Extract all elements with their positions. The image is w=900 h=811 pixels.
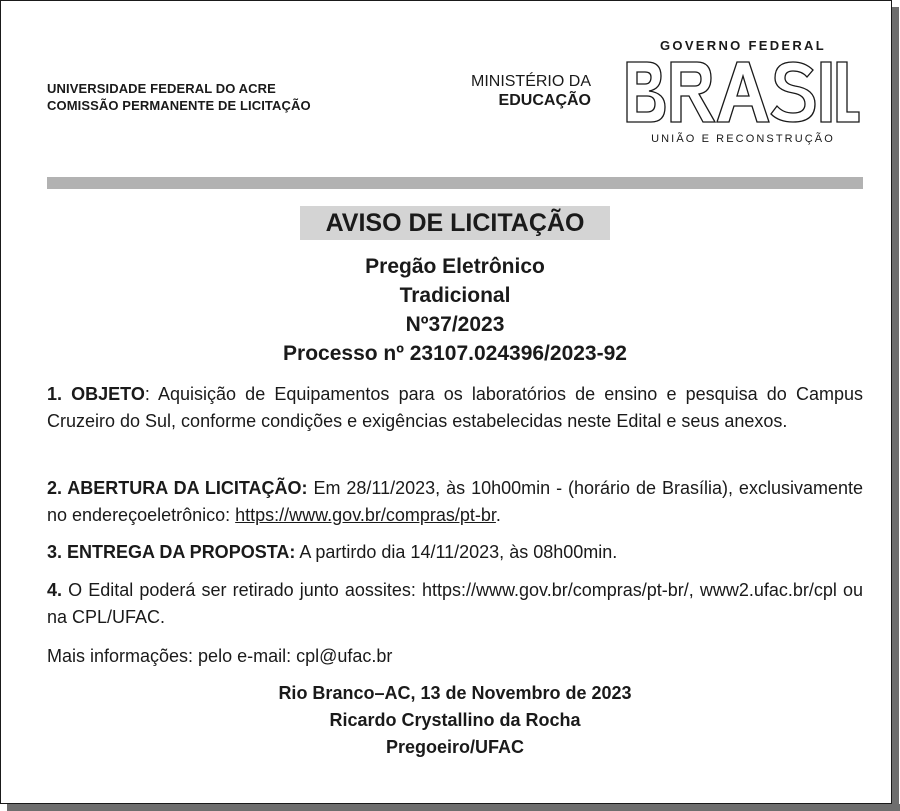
item-text: A partirdo dia 14/11/2023, às 08h00min. xyxy=(295,542,618,562)
item-text-end: . xyxy=(495,505,501,525)
brasil-logo xyxy=(625,60,861,124)
ministry-block xyxy=(453,72,591,110)
item-entrega xyxy=(47,539,863,566)
notice-modality: Pregão Eletrônico xyxy=(365,255,545,278)
slogan: UNIÃO E RECONSTRUÇÃO xyxy=(651,133,835,145)
signature-role: Pregoeiro/UFAC xyxy=(385,737,525,757)
frame-shadow-right xyxy=(892,7,899,811)
item-label: 1. OBJETO xyxy=(47,384,145,404)
institution-name: UNIVERSIDADE FEDERAL DO ACRE xyxy=(47,81,276,96)
signature-place-date: Rio Branco–AC, 13 de Novembro de 2023 xyxy=(278,683,632,703)
item-objeto xyxy=(47,381,863,435)
ministry-label: MINISTÉRIO DA xyxy=(470,73,591,90)
item-label: 4. xyxy=(47,580,63,600)
gov-label: GOVERNO FEDERAL xyxy=(660,38,826,53)
frame-shadow-bottom xyxy=(7,804,900,811)
item-text: O Edital poderá ser retirado junto aossites: https://www.gov.br/compras/pt-br/, www2.ufac.br/cpl ou na CPL/UFAC. xyxy=(47,580,863,627)
compras-link[interactable]: https://www.gov.br/compras/pt-br xyxy=(235,505,496,525)
institution-block xyxy=(47,80,311,114)
ministry-name: EDUCAÇÃO xyxy=(498,92,591,109)
item-text: : Aquisição de Equipamentos para os laboratórios de ensino e pesquisa do Campus Cruzeiro do Sul, conforme condições e exigências estabelecidas neste Edital e seus anexos. xyxy=(47,384,863,431)
commission-name: COMISSÃO PERMANENTE DE LICITAÇÃO xyxy=(47,98,311,113)
notice-process: Processo nº 23107.024396/2023-92 xyxy=(283,342,627,365)
notice-title: AVISO DE LICITAÇÃO xyxy=(300,206,610,240)
item-text: Em 28/11/2023, às 10h00min - (horário de Brasília), exclusivamente no endereçoeletrônico: xyxy=(47,478,863,525)
item-edital xyxy=(47,577,863,631)
item-label: 3. ENTREGA DA PROPOSTA: xyxy=(47,542,296,562)
notice-type: Tradicional xyxy=(399,284,511,307)
item-abertura xyxy=(47,475,863,529)
more-info: Mais informações: pelo e-mail: cpl@ufac.br xyxy=(47,646,393,666)
signature-name: Ricardo Crystallino da Rocha xyxy=(329,710,581,730)
divider-bar xyxy=(47,177,863,189)
notice-number: Nº37/2023 xyxy=(405,313,505,336)
item-label: 2. ABERTURA DA LICITAÇÃO: xyxy=(47,478,308,498)
